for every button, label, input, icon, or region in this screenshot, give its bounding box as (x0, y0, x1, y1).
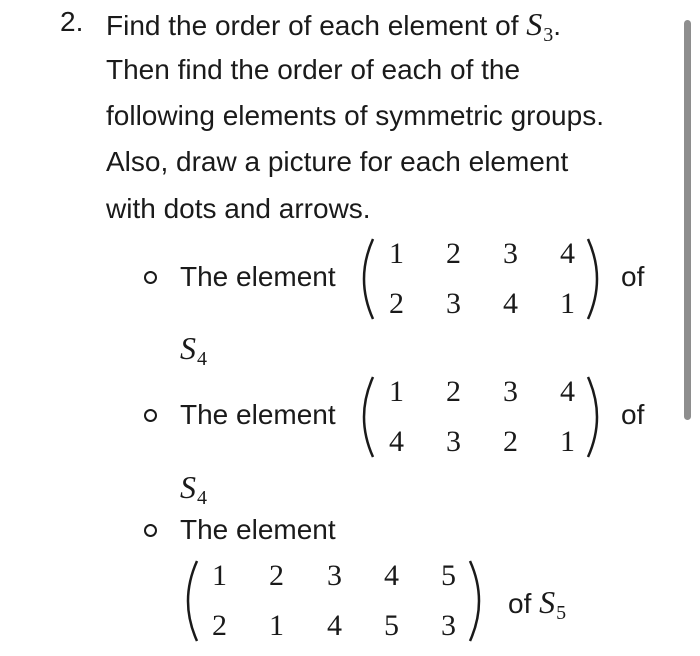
item-1-label: The element (180, 261, 336, 292)
intro-text: Find the order of each element of (106, 10, 519, 41)
matrix-3-top-3: 3 (327, 559, 342, 592)
matrix-3-bottom-2: 1 (269, 609, 284, 642)
matrix-2-top-1: 1 (389, 375, 404, 408)
matrix-3-bottom-1: 2 (212, 609, 227, 642)
item-3-of: of (508, 588, 532, 619)
item-3-of-group (508, 584, 567, 624)
matrix-2-bottom-2: 3 (446, 425, 461, 458)
item-2-group: S4 (180, 469, 207, 509)
item-2-label: The element (180, 399, 336, 430)
left-paren-icon (176, 558, 200, 644)
matrix-1-top-2: 2 (446, 237, 461, 270)
problem-line-4: Also, draw a picture for each element (106, 146, 569, 177)
problem-line-5: with dots and arrows. (106, 193, 371, 224)
problem-line-2: Then find the order of each of the (106, 54, 521, 85)
item-1-of: of (621, 261, 645, 292)
item-3-label: The element (180, 514, 336, 545)
matrix-1-bottom-1: 2 (389, 287, 404, 320)
matrix-1-top-3: 3 (503, 237, 518, 270)
matrix-3-top-4: 4 (384, 559, 399, 592)
matrix-2-bottom-1: 4 (389, 425, 404, 458)
matrix-2-bottom-4: 1 (560, 425, 575, 458)
matrix-1-top-1: 1 (389, 237, 404, 270)
left-paren-icon (352, 374, 376, 460)
right-paren-icon (467, 558, 491, 644)
matrix-3-bottom-5: 3 (441, 609, 456, 642)
matrix-3-bottom-4: 5 (384, 609, 399, 642)
item-2-of: of (621, 399, 645, 430)
matrix-1-bottom-2: 3 (446, 287, 461, 320)
right-paren-icon (585, 236, 609, 322)
right-paren-icon (585, 374, 609, 460)
problem-line-3: following elements of symmetric groups. (106, 100, 604, 131)
matrix-1-bottom-4: 1 (560, 287, 575, 320)
matrix-2-bottom-3: 2 (503, 425, 518, 458)
group-s3: S3 (526, 6, 554, 46)
matrix-3-top-1: 1 (212, 559, 227, 592)
item-1-group: S4 (180, 330, 207, 370)
matrix-1-top-4: 4 (560, 237, 575, 270)
matrix-3-top-2: 2 (269, 559, 284, 592)
matrix-1-bottom-3: 4 (503, 287, 518, 320)
matrix-3-top-5: 5 (441, 559, 456, 592)
problem-intro-text (106, 6, 562, 46)
matrix-2-top-2: 2 (446, 375, 461, 408)
bullet-icon (144, 524, 157, 537)
matrix-2-top-3: 3 (503, 375, 518, 408)
left-paren-icon (352, 236, 376, 322)
bullet-icon (144, 271, 157, 284)
problem-number: 2. (60, 6, 84, 37)
scrollbar[interactable] (684, 20, 691, 420)
item-3-group: S5 (539, 584, 567, 624)
bullet-icon (144, 409, 157, 422)
matrix-2-top-4: 4 (560, 375, 575, 408)
matrix-3-bottom-3: 4 (327, 609, 342, 642)
period: . (553, 10, 562, 41)
